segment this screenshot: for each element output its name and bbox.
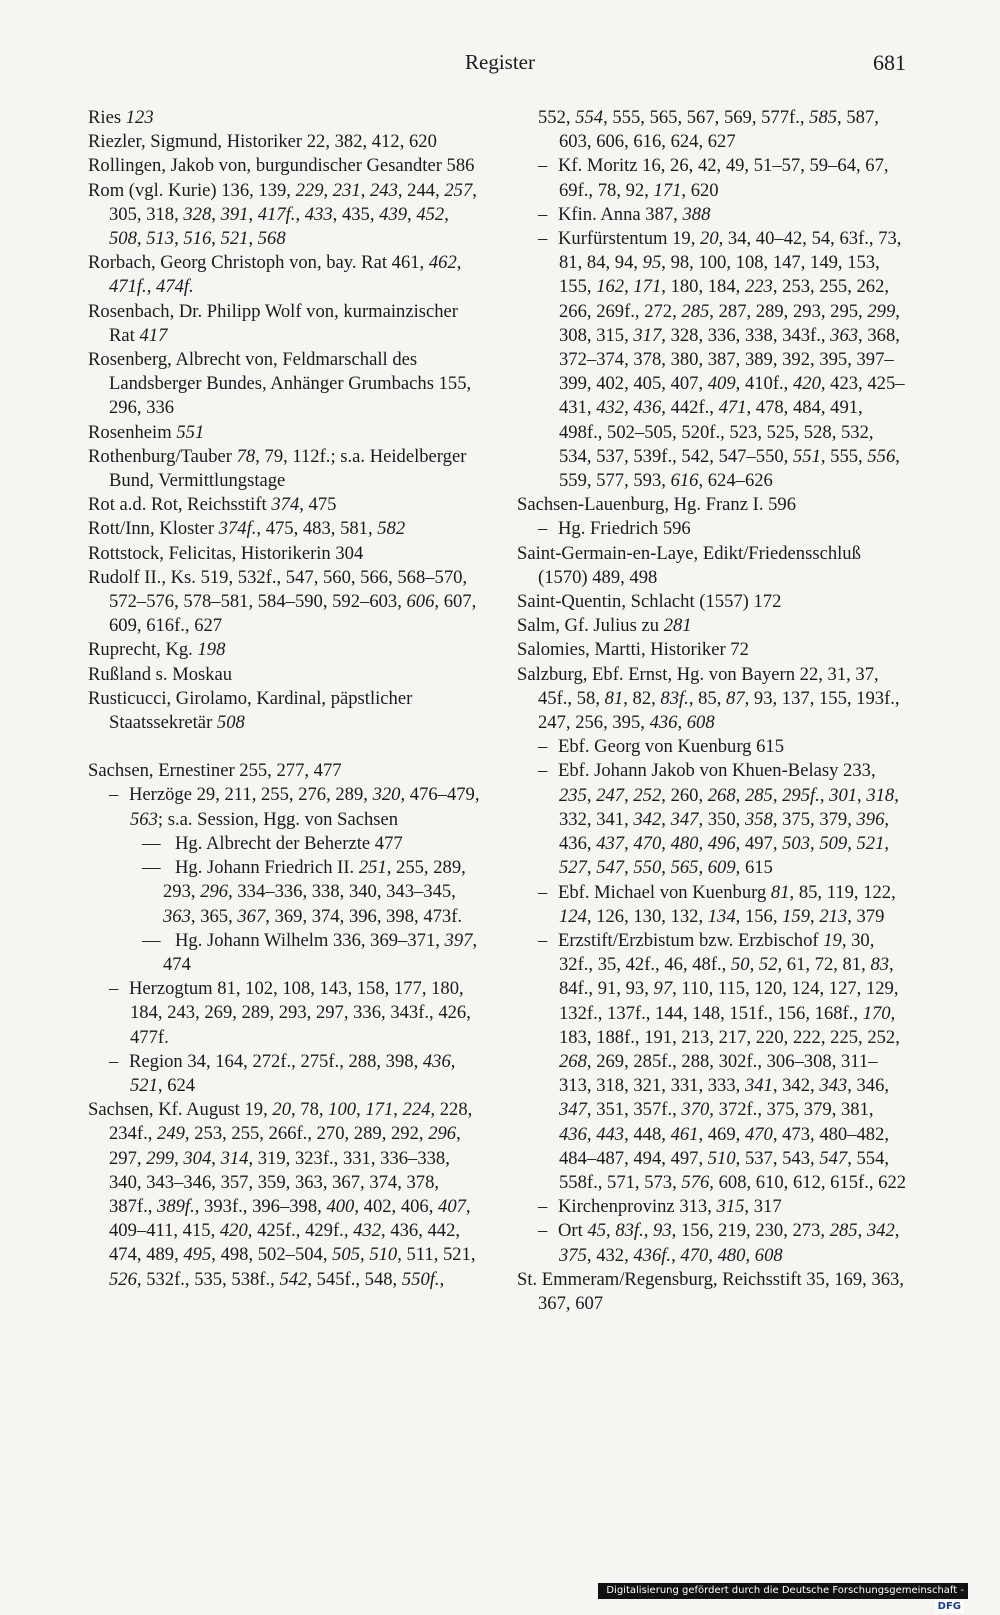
index-subentry: – Region 34, 164, 272f., 275f., 288, 398, 436, 521, 624 — [109, 1050, 456, 1096]
index-subentry: – Ebf. Johann Jakob von Khuen-Belasy 233, 235, 247, 252, 260, 268, 285, 295f., 301, 318, 332, 341, 342, 347, 350, 358, 375, 379, 396, 436, 437, 470, 480, 496, 497, 503, 509, 521, 527, 547, 550, 565, 609, 615 — [538, 760, 899, 879]
subentry-dash: – — [109, 784, 119, 806]
index-subentry: – Kurfürstentum 19, 20, 34, 40–42, 54, 63f., 73, 81, 84, 94, 95, 98, 100, 108, 147, 149, 153, 155, 162, 171, 180, 184, 223, 253, 255, 262, 266, 269f., 272, 285, 287, 289, 293, 295, 299, 308, 315, 317, 328, 336, 338, 343f., 363, 368, 372–374, 378, 380, 387, 389, 392, 395, 397–399, 402, 405, 407, 409, 410f., 420, 423, 425–431, 432, 436, 442f., 471, 478, 484, 491, 498f., 502–505, 520f., 523, 525, 528, 532, 534, 537, 539f., 542, 547–550, 551, 555, 556, 559, 577, 593, 616, 624–626 — [538, 228, 905, 492]
index-subentry: 552, 554, 555, 565, 567, 569, 577f., 585, 587, 603, 606, 616, 624, 627 — [538, 107, 879, 153]
index-subentry: – Ort 45, 83f., 93, 156, 219, 230, 273, 285, 342, 375, 432, 436f., 470, 480, 608 — [538, 1220, 900, 1266]
dfg-logo: DFG — [935, 1601, 964, 1613]
subentry-dash: – — [538, 1196, 548, 1218]
index-entry: Sachsen, Kf. August 19, 20, 78, 100, 171, 224, 228, 234f., 249, 253, 255, 266f., 270, 289, 292, 296, 297, 299, 304, 314, 319, 323f., 331, 336–338, 340, 343–346, 357, 359, 363, 367, 374, 378, 387f., 389f., 393f., 396–398, 400, 402, 406, 407, 409–411, 415, 420, 425f., 429f., 432, 436, 442, 474, 489, 495, 498, 502–504, 505, 510, 511, 521, 526, 532f., 535, 538f., 542, 545f., 548, 550f., — [88, 1099, 476, 1290]
subentry-dash: – — [538, 155, 548, 177]
index-entry: Salm, Gf. Julius zu 281 — [517, 615, 692, 637]
index-entry: Salzburg, Ebf. Ernst, Hg. von Bayern 22, 31, 37, 45f., 58, 81, 82, 83f., 85, 87, 93, 137, 155, 193f., 247, 256, 395, 436, 608 — [517, 663, 900, 734]
index-entry: Rusticucci, Girolamo, Kardinal, päpstlicher Staatssekretär 508 — [88, 687, 413, 734]
subentry-dash: – — [109, 978, 119, 1000]
index-entry: Rom (vgl. Kurie) 136, 139, 229, 231, 243, 244, 257, 305, 318, 328, 391, 417f., 433, 435, 439, 452, 508, 513, 516, 521, 568 — [88, 179, 477, 250]
subentry-dash: – — [538, 760, 548, 782]
index-entry: Rosenheim 551 — [88, 421, 205, 443]
index-entry: Rottstock, Felicitas, Historikerin 304 — [88, 542, 364, 564]
index-entry: Rorbach, Georg Christoph von, bay. Rat 461, 462, 471f., 474f. — [88, 252, 462, 298]
index-subentry: – Hg. Friedrich 596 — [538, 517, 909, 541]
index-subentry: – Herzogtum 81, 102, 108, 143, 158, 177, 180, 184, 243, 269, 289, 293, 297, 336, 343f., 426, 477f. — [109, 978, 471, 1048]
index-entry: Rot a.d. Rot, Reichsstift 374, 475 — [88, 494, 337, 516]
subentry-dash: – — [538, 518, 548, 540]
index-entry: Saint-Germain-en-Laye, Edikt/Friedensschluß (1570) 489, 498 — [517, 542, 861, 588]
index-entry: Rollingen, Jakob von, burgundischer Gesandter 586 — [88, 155, 475, 177]
index-subentry: – Ebf. Michael von Kuenburg 81, 85, 119, 122, 124, 126, 130, 132, 134, 156, 159, 213, 379 — [538, 881, 896, 927]
index-entry: Rußland s. Moskau — [88, 663, 233, 685]
subentry-dash: – — [538, 736, 548, 758]
index-subentry: –– Hg. Albrecht der Beherzte 477 — [142, 832, 480, 856]
index-entry: Rott/Inn, Kloster 374f., 475, 483, 581, 582 — [88, 518, 406, 540]
subentry-dash: – — [538, 929, 548, 951]
section-gap — [88, 735, 480, 759]
index-entry: St. Emmeram/Regensburg, Reichsstift 35, 169, 363, 367, 607 — [517, 1268, 904, 1314]
page-number: 681 — [873, 50, 906, 75]
subentry-dash: – — [109, 1050, 119, 1072]
index-entry: Rothenburg/Tauber 78, 79, 112f.; s.a. Heidelberger Bund, Vermittlungstage — [88, 445, 467, 492]
subentry-dash: – — [538, 881, 548, 903]
index-subentry: – Erzstift/Erzbistum bzw. Erzbischof 19, 30, 32f., 35, 42f., 46, 48f., 50, 52, 61, 72, 81, 83, 84f., 91, 93, 97, 110, 115, 120, 124, 127, 129, 132f., 137f., 144, 148, 151f., 156, 168f., 170, 183, 188f., 191, 213, 217, 220, 222, 225, 252, 268, 269, 285f., 288, 302f., 306–308, 311–313, 318, 321, 331, 333, 341, 342, 343, 346, 347, 351, 357f., 370, 372f., 375, 379, 381, 436, 443, 448, 461, 469, 470, 473, 480–482, 484–487, 494, 497, 510, 537, 543, 547, 554, 558f., 571, 573, 576, 608, 610, 612, 615f., 622 — [538, 929, 907, 1193]
index-entry: Rosenbach, Dr. Philipp Wolf von, kurmainzischer Rat 417 — [88, 300, 458, 346]
index-subentry: –– Hg. Johann Wilhelm 336, 369–371, 397, 474 — [142, 929, 478, 975]
index-subentry: – Ebf. Georg von Kuenburg 615 — [538, 735, 909, 759]
subentry-dash: –– — [142, 929, 161, 951]
index-subentry: – Kf. Moritz 16, 26, 42, 49, 51–57, 59–64, 67, 69f., 78, 92, 171, 620 — [538, 155, 889, 201]
index-entry: Riezler, Sigmund, Historiker 22, 382, 412, 620 — [88, 131, 437, 153]
index-column-left — [88, 106, 480, 1292]
index-subentry: –– Hg. Johann Friedrich II. 251, 255, 289, 293, 296, 334–336, 338, 340, 343–345, 363, 365, 367, 369, 374, 396, 398, 473f. — [142, 857, 466, 927]
running-header-title: Register — [465, 50, 535, 74]
index-subentry: – Herzöge 29, 211, 255, 276, 289, 320, 476–479, 563; s.a. Session, Hgg. von Sachsen — [109, 784, 480, 830]
index-subentry: – Kirchenprovinz 313, 315, 317 — [538, 1195, 909, 1219]
index-entry: Sachsen-Lauenburg, Hg. Franz I. 596 — [517, 494, 797, 516]
index-entry: Ruprecht, Kg. 198 — [88, 639, 226, 661]
index-entry: Ries 123 — [88, 107, 154, 128]
index-column-right — [517, 106, 909, 1316]
subentry-dash: – — [538, 228, 548, 250]
digitization-credit-bar — [598, 1583, 968, 1612]
index-subentry: – Kfin. Anna 387, 388 — [538, 203, 909, 227]
subentry-dash: – — [538, 1220, 548, 1242]
index-entry: Rudolf II., Ks. 519, 532f., 547, 560, 566, 568–570, 572–576, 578–581, 584–590, 592–603, 606, 607, 609, 616f., 627 — [88, 566, 477, 637]
index-entry: Salomies, Martti, Historiker 72 — [517, 639, 749, 661]
index-entry: Sachsen, Ernestiner 255, 277, 477 — [88, 760, 342, 782]
index-entry: Rosenberg, Albrecht von, Feldmarschall des Landsberger Bundes, Anhänger Grumbachs 155, 296, 336 — [88, 349, 472, 419]
subentry-dash: –– — [142, 857, 161, 879]
subentry-dash: –– — [142, 832, 161, 854]
credit-text: Digitalisierung gefördert durch die Deutsche Forschungsgemeinschaft - — [606, 1585, 964, 1596]
index-entry: Saint-Quentin, Schlacht (1557) 172 — [517, 591, 782, 613]
subentry-dash: – — [538, 203, 548, 225]
